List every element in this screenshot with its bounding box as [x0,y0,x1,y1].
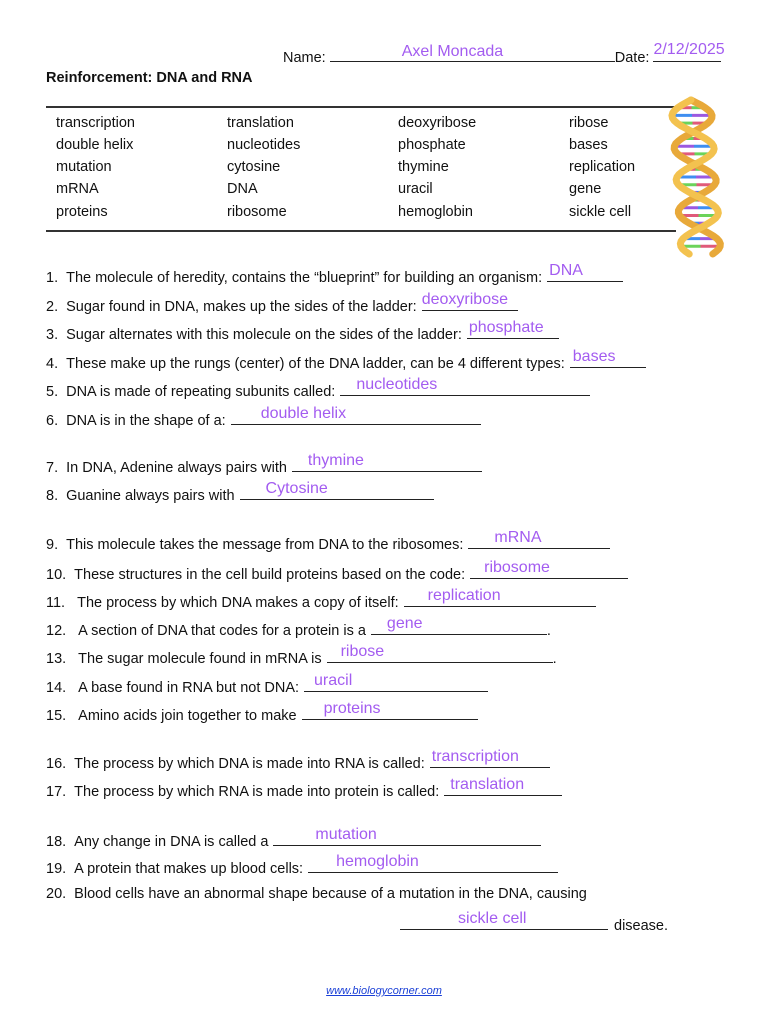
name-date-line [283,41,725,66]
name-label: Name: [283,50,326,66]
answer-text: transcription [431,748,519,765]
question-number: 10. [46,567,67,583]
answer-text: ribosome [484,559,550,576]
question-number: 15. [46,708,67,724]
question-suffix: disease. [614,918,669,934]
question-item [46,615,551,639]
question-text: Amino acids join together to make [78,708,297,724]
answer-field[interactable] [292,452,482,472]
question-text: A base found in RNA but not DNA: [78,680,300,696]
question-number: 12. [46,623,67,639]
word-bank-term: mutation [56,159,112,175]
question-number: 11. [46,595,66,611]
question-item [46,262,623,286]
question-item [46,643,557,667]
question-number: 20. [46,886,67,902]
word-bank-term: thymine [398,159,449,175]
answer-text: thymine [307,452,364,469]
question-item [46,748,550,772]
question-text: These make up the rungs (center) of the DNA ladder, can be 4 different types: [66,356,565,372]
answer-field[interactable] [470,559,628,579]
question-text: Sugar found in DNA, makes up the sides of the ladder: [66,299,417,315]
question-item [46,853,558,877]
question-item [46,529,610,553]
word-bank-term: proteins [56,204,108,220]
answer-text: Cytosine [265,480,328,497]
question-number: 14. [46,680,67,696]
answer-field[interactable] [327,643,553,663]
question-text: The sugar molecule found in mRNA is [78,651,322,667]
answer-field[interactable] [273,826,541,846]
question-text: Guanine always pairs with [66,488,235,504]
answer-text: uracil [314,672,353,689]
answer-text: nucleotides [356,376,438,393]
answer-field[interactable] [400,910,608,930]
question-text: Blood cells have an abnormal shape because of a mutation in the DNA, causing [74,886,587,902]
question-item [46,348,646,372]
word-bank-term: cytosine [227,159,281,175]
word-bank-term: replication [569,159,636,175]
question-suffix: . [552,651,557,667]
answer-text: proteins [323,700,381,717]
question-item [46,319,559,343]
answer-text: deoxyribose [421,291,508,308]
answer-field[interactable] [547,262,623,282]
word-bank-term: sickle cell [569,204,632,220]
question-text: The process by which DNA is made into RNA is called: [74,756,425,772]
question-item [46,452,482,476]
word-bank-term: uracil [398,181,433,197]
answer-field[interactable] [308,853,558,873]
question-text: The process by which RNA is made into protein is called: [74,784,440,800]
question-number: 19. [46,861,67,877]
dna-helix-icon [662,92,730,262]
answer-text: hemoglobin [336,853,419,870]
answer-text: ribose [340,643,385,660]
word-bank-term: deoxyribose [398,115,477,131]
answer-text: mutation [315,826,377,843]
question-item [46,587,596,611]
word-bank-term: nucleotides [227,137,301,153]
word-bank-term: ribose [569,115,609,131]
question-item [46,291,518,315]
question-text: The process by which DNA makes a copy of itself: [77,595,399,611]
question-text: Any change in DNA is called a [74,834,269,850]
question-item [46,559,628,583]
word-bank-term: hemoglobin [398,204,473,220]
question-text: DNA is in the shape of a: [66,413,226,429]
answer-field[interactable] [231,405,481,425]
word-bank-term: ribosome [227,204,287,220]
question-item [46,480,434,504]
question-text: This molecule takes the message from DNA to the ribosomes: [66,537,464,553]
answer-text: double helix [260,405,347,422]
question-item [46,376,590,400]
answer-field[interactable] [340,376,590,396]
answer-field[interactable] [468,529,610,549]
answer-field[interactable] [467,319,559,339]
question-number: 18. [46,834,67,850]
question-item [46,776,562,800]
question-text: A section of DNA that codes for a protein is a [78,623,366,639]
answer-field[interactable] [421,291,518,311]
answer-field[interactable] [371,615,547,635]
question-text: These structures in the cell build proteins based on the code: [74,567,466,583]
name-value: Axel Moncada [401,43,504,60]
question-item [46,405,481,429]
answer-field[interactable] [304,672,488,692]
answer-field[interactable] [240,480,434,500]
answer-field[interactable] [430,748,550,768]
question-number: 9. [46,537,59,553]
question-number: 4. [46,356,59,372]
question-item [46,672,488,696]
answer-text: translation [450,776,525,793]
answer-field[interactable] [302,700,478,720]
word-bank-term: double helix [56,137,134,153]
date-field[interactable] [653,41,725,62]
answer-field[interactable] [444,776,562,796]
question-number: 1. [46,270,59,286]
date-label: Date: [614,50,650,66]
question-item [46,826,541,850]
question-item [46,700,478,724]
word-bank-term: transcription [56,115,135,131]
word-bank-term: translation [227,115,294,131]
worksheet-title: Reinforcement: DNA and RNA [46,70,253,86]
question-number: 5. [46,384,59,400]
answer-text: DNA [549,262,583,279]
word-bank-term: DNA [227,181,258,197]
answer-text: gene [386,615,423,632]
question-number: 8. [46,488,59,504]
question-text: The molecule of heredity, contains the “blueprint” for building an organism: [66,270,543,286]
question-text: DNA is made of repeating subunits called: [66,384,336,400]
question-item-continued [400,910,669,934]
question-number: 6. [46,413,59,429]
question-number: 2. [46,299,59,315]
question-number: 16. [46,756,67,772]
answer-field[interactable] [570,348,646,368]
name-field[interactable] [330,43,615,62]
answer-text: replication [427,587,501,604]
question-number: 17. [46,784,67,800]
footer-link[interactable]: www.biologycorner.com [326,985,442,997]
answer-text: mRNA [494,529,542,546]
question-text: Sugar alternates with this molecule on the sides of the ladder: [66,327,462,343]
question-suffix: . [546,623,551,639]
word-bank [46,106,676,232]
question-number: 3. [46,327,59,343]
word-bank-term: gene [569,181,602,197]
question-number: 7. [46,460,59,476]
answer-text: sickle cell [458,910,527,927]
date-value: 2/12/2025 [653,41,725,58]
answer-text: phosphate [468,319,544,336]
question-number: 13. [46,651,67,667]
answer-field[interactable] [404,587,596,607]
question-text: In DNA, Adenine always pairs with [66,460,287,476]
answer-text: bases [572,348,616,365]
question-text: A protein that makes up blood cells: [74,861,304,877]
word-bank-term: bases [569,137,608,153]
word-bank-term: mRNA [56,181,99,197]
word-bank-term: phosphate [398,137,466,153]
question-item [46,886,587,902]
